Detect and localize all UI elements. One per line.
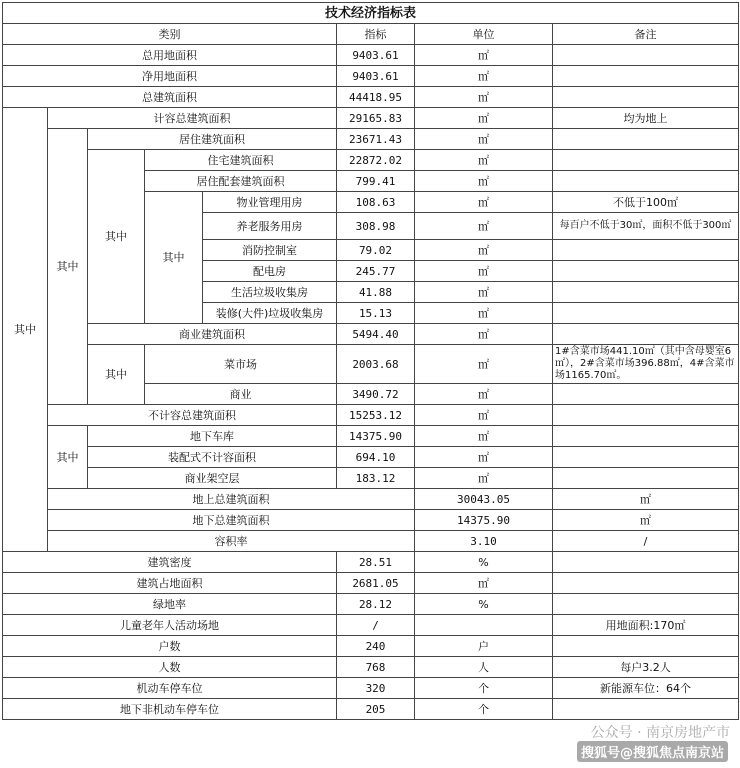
row-value: 245.77 xyxy=(337,261,415,282)
table-row xyxy=(3,615,739,636)
row-unit: ㎡ xyxy=(415,324,553,345)
table-title: 技术经济指标表 xyxy=(3,3,739,24)
header-value: 指标 xyxy=(337,24,415,45)
group-label-jirong: 其中 xyxy=(48,129,88,405)
row-unit: ㎡ xyxy=(415,213,553,240)
row-value: 2003.68 xyxy=(337,345,415,384)
row-label: 配电房 xyxy=(203,261,337,282)
group-label-juzhu: 其中 xyxy=(88,150,145,324)
row-value: 240 xyxy=(337,636,415,657)
row-value: 14375.90 xyxy=(337,426,415,447)
row-value: 108.63 xyxy=(337,192,415,213)
row-value: 14375.90 xyxy=(415,510,553,531)
row-value: 15253.12 xyxy=(337,405,415,426)
table-row xyxy=(3,45,739,66)
tech-econ-table xyxy=(2,2,739,720)
row-label: 净用地面积 xyxy=(3,66,337,87)
row-value: 30043.05 xyxy=(415,489,553,510)
row-value: 9403.61 xyxy=(337,66,415,87)
row-unit: ㎡ xyxy=(415,303,553,324)
row-unit: 个 xyxy=(415,678,553,699)
row-value: 41.88 xyxy=(337,282,415,303)
header-category: 类别 xyxy=(3,24,337,45)
row-unit: ㎡ xyxy=(415,345,553,384)
table-row xyxy=(3,345,739,384)
row-unit: ㎡ xyxy=(415,405,553,426)
row-note xyxy=(553,240,739,261)
row-label: 总用地面积 xyxy=(3,45,337,66)
row-label: 不计容总建筑面积 xyxy=(48,405,337,426)
row-unit: % xyxy=(415,552,553,573)
row-value: 28.12 xyxy=(337,594,415,615)
row-unit: ㎡ xyxy=(415,45,553,66)
row-unit: % xyxy=(415,594,553,615)
row-value: 3490.72 xyxy=(337,384,415,405)
row-note xyxy=(553,87,739,108)
row-unit: ㎡ xyxy=(415,468,553,489)
row-label: 计容总建筑面积 xyxy=(48,108,337,129)
row-unit: ㎡ xyxy=(415,87,553,108)
row-label: 生活垃圾收集房 xyxy=(203,282,337,303)
row-label: 地下总建筑面积 xyxy=(48,510,415,531)
row-unit: 户 xyxy=(415,636,553,657)
row-value: 15.13 xyxy=(337,303,415,324)
row-note xyxy=(553,171,739,192)
row-note: 不低于100㎡ xyxy=(553,192,739,213)
row-note xyxy=(553,129,739,150)
row-value: 799.41 xyxy=(337,171,415,192)
table-row xyxy=(3,129,739,150)
row-label: 地下非机动车停车位 xyxy=(3,699,337,720)
row-label: 装修(大件)垃圾收集房 xyxy=(203,303,337,324)
row-note xyxy=(553,468,739,489)
row-note xyxy=(553,426,739,447)
row-label: 建筑密度 xyxy=(3,552,337,573)
group-label-bujirong: 其中 xyxy=(48,426,88,489)
table-row xyxy=(3,531,739,552)
table-row xyxy=(3,468,739,489)
row-label: 总建筑面积 xyxy=(3,87,337,108)
row-unit: ㎡ xyxy=(415,108,553,129)
group-label-outer: 其中 xyxy=(3,108,48,552)
group-label-shangye: 其中 xyxy=(88,345,145,405)
row-note: 新能源车位：64个 xyxy=(553,678,739,699)
row-label: 居住配套建筑面积 xyxy=(145,171,337,192)
row-value: 3.10 xyxy=(415,531,553,552)
row-label: 装配式不计容面积 xyxy=(88,447,337,468)
table-row xyxy=(3,87,739,108)
table-row xyxy=(3,552,739,573)
row-unit: / xyxy=(553,531,739,552)
row-unit: ㎡ xyxy=(415,426,553,447)
table-row xyxy=(3,489,739,510)
table-row xyxy=(3,150,739,171)
row-note xyxy=(553,66,739,87)
row-value: 308.98 xyxy=(337,213,415,240)
table-row xyxy=(3,636,739,657)
row-value: 79.02 xyxy=(337,240,415,261)
row-unit: ㎡ xyxy=(553,489,739,510)
row-note xyxy=(553,384,739,405)
row-unit: 人 xyxy=(415,657,553,678)
row-value: 44418.95 xyxy=(337,87,415,108)
row-unit: ㎡ xyxy=(415,240,553,261)
row-unit: ㎡ xyxy=(415,66,553,87)
row-label: 儿童老年人活动场地 xyxy=(3,615,337,636)
row-note xyxy=(553,150,739,171)
wechat-watermark: 公众号 · 南京房地产市 xyxy=(590,725,730,741)
row-label: 人数 xyxy=(3,657,337,678)
row-unit: ㎡ xyxy=(415,384,553,405)
row-note xyxy=(553,282,739,303)
row-note xyxy=(553,324,739,345)
row-label: 居住建筑面积 xyxy=(88,129,337,150)
table-row xyxy=(3,678,739,699)
sohu-watermark: 搜狐号@搜狐焦点南京站 xyxy=(577,741,728,762)
row-value: 23671.43 xyxy=(337,129,415,150)
row-label: 绿地率 xyxy=(3,594,337,615)
row-value: 694.10 xyxy=(337,447,415,468)
row-note: 每百户不低于30㎡，面积不低于300㎡ xyxy=(553,213,739,240)
row-unit: ㎡ xyxy=(415,192,553,213)
row-unit: ㎡ xyxy=(415,171,553,192)
table-row xyxy=(3,594,739,615)
row-value: 28.51 xyxy=(337,552,415,573)
group-label-peitao: 其中 xyxy=(145,192,203,324)
row-label: 户数 xyxy=(3,636,337,657)
row-value: 29165.83 xyxy=(337,108,415,129)
table-row xyxy=(3,510,739,531)
row-note xyxy=(553,552,739,573)
row-label: 商业 xyxy=(145,384,337,405)
table-row xyxy=(3,108,739,129)
row-value: / xyxy=(337,615,415,636)
table-row xyxy=(3,447,739,468)
row-value: 2681.05 xyxy=(337,573,415,594)
table-row xyxy=(3,405,739,426)
header-note: 备注 xyxy=(553,24,739,45)
row-unit: ㎡ xyxy=(415,129,553,150)
row-note xyxy=(553,636,739,657)
table-row xyxy=(3,66,739,87)
row-value: 22872.02 xyxy=(337,150,415,171)
table-row xyxy=(3,573,739,594)
row-unit xyxy=(415,615,553,636)
row-label: 商业架空层 xyxy=(88,468,337,489)
row-note xyxy=(553,405,739,426)
row-label: 住宅建筑面积 xyxy=(145,150,337,171)
row-label: 建筑占地面积 xyxy=(3,573,337,594)
row-value: 183.12 xyxy=(337,468,415,489)
row-value: 5494.40 xyxy=(337,324,415,345)
row-label: 地下车库 xyxy=(88,426,337,447)
row-unit: ㎡ xyxy=(415,447,553,468)
header-unit: 单位 xyxy=(415,24,553,45)
row-unit: ㎡ xyxy=(553,510,739,531)
row-label: 物业管理用房 xyxy=(203,192,337,213)
row-note: 用地面积:170㎡ xyxy=(553,615,739,636)
row-note xyxy=(553,573,739,594)
row-unit: 个 xyxy=(415,699,553,720)
row-label: 机动车停车位 xyxy=(3,678,337,699)
row-unit: ㎡ xyxy=(415,573,553,594)
row-label: 容积率 xyxy=(48,531,415,552)
row-note xyxy=(553,594,739,615)
row-note xyxy=(553,45,739,66)
table-row xyxy=(3,699,739,720)
row-unit: ㎡ xyxy=(415,261,553,282)
row-note xyxy=(553,303,739,324)
row-unit: ㎡ xyxy=(415,282,553,303)
row-value: 9403.61 xyxy=(337,45,415,66)
row-value: 320 xyxy=(337,678,415,699)
row-note: 每户3.2人 xyxy=(553,657,739,678)
row-value: 205 xyxy=(337,699,415,720)
row-note xyxy=(553,447,739,468)
row-note: 1#含菜市场441.10㎡（其中含母婴室6㎡），2#含菜市场396.88㎡，4#含菜市场1165.70㎡。 xyxy=(553,345,739,384)
row-label: 养老服务用房 xyxy=(203,213,337,240)
row-label: 地上总建筑面积 xyxy=(48,489,415,510)
table-row xyxy=(3,657,739,678)
table-row xyxy=(3,324,739,345)
row-note: 均为地上 xyxy=(553,108,739,129)
row-note xyxy=(553,699,739,720)
row-label: 菜市场 xyxy=(145,345,337,384)
row-unit: ㎡ xyxy=(415,150,553,171)
row-value: 768 xyxy=(337,657,415,678)
row-label: 消防控制室 xyxy=(203,240,337,261)
row-label: 商业建筑面积 xyxy=(88,324,337,345)
row-note xyxy=(553,261,739,282)
table-row xyxy=(3,426,739,447)
